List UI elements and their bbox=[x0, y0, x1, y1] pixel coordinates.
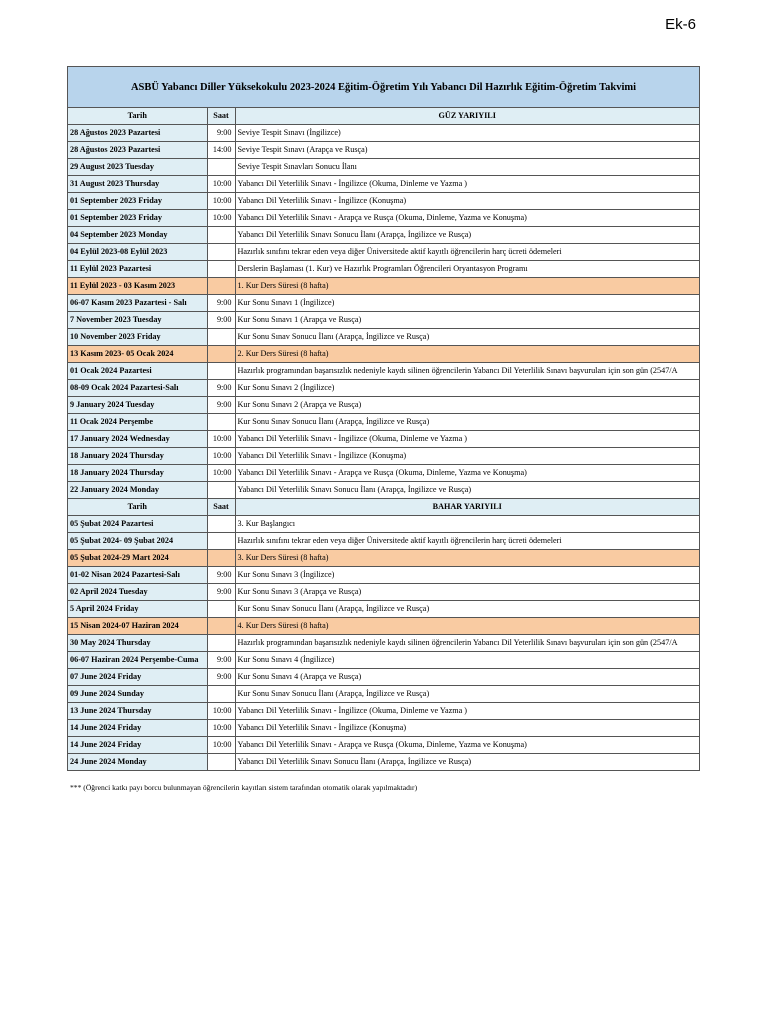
cell-date: 14 June 2024 Friday bbox=[68, 737, 207, 754]
cell-event: Yabancı Dil Yeterlilik Sınavı - İngilizce (Okuma, Dinleme ve Yazma ) bbox=[235, 176, 699, 193]
cell-time: 10:00 bbox=[207, 210, 235, 227]
table-row bbox=[68, 601, 699, 618]
cell-event: Kur Sonu Sınavı 4 (Arapça ve Rusça) bbox=[235, 669, 699, 686]
cell-event: Hazırlık programından başarısızlık nedeniyle kaydı silinen öğrencilerin Yabancı Dil Yeterlilik Sınavı başvuruları için son gün (2547/A bbox=[235, 363, 699, 380]
table-row bbox=[68, 584, 699, 601]
cell-date: 06-07 Kasım 2023 Pazartesi - Salı bbox=[68, 295, 207, 312]
cell-event: Kur Sonu Sınav Sonucu İlanı (Arapça, İngilizce ve Rusça) bbox=[235, 414, 699, 431]
cell-event: Yabancı Dil Yeterlilik Sınavı - İngilizce (Okuma, Dinleme ve Yazma ) bbox=[235, 431, 699, 448]
table-row bbox=[68, 125, 699, 142]
cell-time bbox=[207, 414, 235, 431]
cell-time: 9:00 bbox=[207, 584, 235, 601]
cell-date: 5 April 2024 Friday bbox=[68, 601, 207, 618]
cell-event: Seviye Tespit Sınavları Sonucu İlanı bbox=[235, 159, 699, 176]
cell-event: Kur Sonu Sınav Sonucu İlanı (Arapça, İngilizce ve Rusça) bbox=[235, 329, 699, 346]
cell-date: 13 June 2024 Thursday bbox=[68, 703, 207, 720]
table-row bbox=[68, 737, 699, 754]
cell-time: 9:00 bbox=[207, 295, 235, 312]
section-header-row bbox=[68, 499, 699, 516]
table-row bbox=[68, 176, 699, 193]
cell-date: 04 Eylül 2023-08 Eylül 2023 bbox=[68, 244, 207, 261]
cell-time bbox=[207, 635, 235, 652]
cell-date: 05 Şubat 2024-29 Mart 2024 bbox=[68, 550, 207, 567]
cell-date: 28 Ağustos 2023 Pazartesi bbox=[68, 142, 207, 159]
table-row bbox=[68, 448, 699, 465]
cell-time: 9:00 bbox=[207, 652, 235, 669]
cell-date: 08-09 Ocak 2024 Pazartesi-Salı bbox=[68, 380, 207, 397]
cell-date: 01 September 2023 Friday bbox=[68, 210, 207, 227]
cell-event: Yabancı Dil Yeterlilik Sınavı - İngilizce (Okuma, Dinleme ve Yazma ) bbox=[235, 703, 699, 720]
cell-time: 9:00 bbox=[207, 125, 235, 142]
cell-event: Kur Sonu Sınav Sonucu İlanı (Arapça, İngilizce ve Rusça) bbox=[235, 686, 699, 703]
cell-time: 9:00 bbox=[207, 312, 235, 329]
cell-time: 9:00 bbox=[207, 669, 235, 686]
cell-time bbox=[207, 533, 235, 550]
cell-time: 10:00 bbox=[207, 703, 235, 720]
cell-event: Hazırlık sınıfını tekrar eden veya diğer Üniversitede aktif kayıtlı öğrencilerin harç ücreti ödemeleri bbox=[235, 244, 699, 261]
cell-date: 30 May 2024 Thursday bbox=[68, 635, 207, 652]
cell-time bbox=[207, 244, 235, 261]
table-row bbox=[68, 329, 699, 346]
table-row bbox=[68, 414, 699, 431]
cell-event: Hazırlık sınıfını tekrar eden veya diğer Üniversitede aktif kayıtlı öğrencilerin harç ücreti ödemeleri bbox=[235, 533, 699, 550]
column-header-time: Saat bbox=[207, 499, 235, 516]
cell-event: Yabancı Dil Yeterlilik Sınavı - İngilizce (Konuşma) bbox=[235, 448, 699, 465]
cell-date: 01-02 Nisan 2024 Pazartesi-Salı bbox=[68, 567, 207, 584]
cell-date: 15 Nisan 2024-07 Haziran 2024 bbox=[68, 618, 207, 635]
cell-event: Kur Sonu Sınavı 2 (Arapça ve Rusça) bbox=[235, 397, 699, 414]
table-row bbox=[68, 261, 699, 278]
cell-date: 9 January 2024 Tuesday bbox=[68, 397, 207, 414]
cell-event: Kur Sonu Sınavı 1 (Arapça ve Rusça) bbox=[235, 312, 699, 329]
cell-event: Kur Sonu Sınavı 3 (İngilizce) bbox=[235, 567, 699, 584]
calendar-table bbox=[68, 108, 699, 770]
cell-date: 07 June 2024 Friday bbox=[68, 669, 207, 686]
cell-date: 11 Ocak 2024 Perşembe bbox=[68, 414, 207, 431]
cell-event: Yabancı Dil Yeterlilik Sınavı - Arapça ve Rusça (Okuma, Dinleme, Yazma ve Konuşma) bbox=[235, 737, 699, 754]
cell-time bbox=[207, 754, 235, 771]
cell-date: 18 January 2024 Thursday bbox=[68, 465, 207, 482]
cell-date: 17 January 2024 Wednesday bbox=[68, 431, 207, 448]
cell-time bbox=[207, 227, 235, 244]
table-row bbox=[68, 652, 699, 669]
table-row bbox=[68, 159, 699, 176]
cell-time bbox=[207, 550, 235, 567]
cell-event: 2. Kur Ders Süresi (8 hafta) bbox=[235, 346, 699, 363]
cell-date: 01 September 2023 Friday bbox=[68, 193, 207, 210]
cell-time: 9:00 bbox=[207, 397, 235, 414]
table-row bbox=[68, 210, 699, 227]
table-row bbox=[68, 567, 699, 584]
cell-event: Kur Sonu Sınav Sonucu İlanı (Arapça, İngilizce ve Rusça) bbox=[235, 601, 699, 618]
table-row bbox=[68, 363, 699, 380]
cell-time: 9:00 bbox=[207, 567, 235, 584]
table-row bbox=[68, 142, 699, 159]
cell-event: Seviye Tespit Sınavı (İngilizce) bbox=[235, 125, 699, 142]
table-row bbox=[68, 482, 699, 499]
cell-event: 3. Kur Ders Süresi (8 hafta) bbox=[235, 550, 699, 567]
table-row bbox=[68, 346, 699, 363]
table-row bbox=[68, 312, 699, 329]
table-row bbox=[68, 465, 699, 482]
cell-time bbox=[207, 278, 235, 295]
cell-time bbox=[207, 159, 235, 176]
table-row bbox=[68, 533, 699, 550]
cell-time bbox=[207, 363, 235, 380]
calendar-title: ASBÜ Yabancı Diller Yüksekokulu 2023-2024 Eğitim-Öğretim Yılı Yabancı Dil Hazırlık Eğitim-Öğretim Takvimi bbox=[68, 67, 699, 108]
cell-time: 10:00 bbox=[207, 720, 235, 737]
cell-date: 14 June 2024 Friday bbox=[68, 720, 207, 737]
calendar-body bbox=[68, 108, 699, 770]
cell-date: 05 Şubat 2024- 09 Şubat 2024 bbox=[68, 533, 207, 550]
table-row bbox=[68, 516, 699, 533]
table-row bbox=[68, 669, 699, 686]
cell-date: 05 Şubat 2024 Pazartesi bbox=[68, 516, 207, 533]
cell-event: Yabancı Dil Yeterlilik Sınavı - Arapça ve Rusça (Okuma, Dinleme, Yazma ve Konuşma) bbox=[235, 210, 699, 227]
cell-event: Yabancı Dil Yeterlilik Sınavı Sonucu İlanı (Arapça, İngilizce ve Rusça) bbox=[235, 754, 699, 771]
calendar-sheet bbox=[67, 66, 700, 771]
cell-event: Kur Sonu Sınavı 4 (İngilizce) bbox=[235, 652, 699, 669]
cell-date: 18 January 2024 Thursday bbox=[68, 448, 207, 465]
table-row bbox=[68, 431, 699, 448]
cell-event: 3. Kur Başlangıcı bbox=[235, 516, 699, 533]
cell-time bbox=[207, 346, 235, 363]
cell-date: 28 Ağustos 2023 Pazartesi bbox=[68, 125, 207, 142]
cell-date: 10 November 2023 Friday bbox=[68, 329, 207, 346]
cell-event: 4. Kur Ders Süresi (8 hafta) bbox=[235, 618, 699, 635]
cell-event: Yabancı Dil Yeterlilik Sınavı Sonucu İlanı (Arapça, İngilizce ve Rusça) bbox=[235, 227, 699, 244]
cell-time bbox=[207, 601, 235, 618]
footnote: *** (Öğrenci katkı payı borcu bulunmayan öğrencilerin kayıtları sistem tarafından otomatik olarak yapılmaktadır) bbox=[70, 783, 418, 792]
cell-date: 13 Kasım 2023- 05 Ocak 2024 bbox=[68, 346, 207, 363]
table-row bbox=[68, 754, 699, 771]
table-row bbox=[68, 550, 699, 567]
cell-event: Kur Sonu Sınavı 2 (İngilizce) bbox=[235, 380, 699, 397]
column-header-date: Tarih bbox=[68, 499, 207, 516]
cell-time: 10:00 bbox=[207, 448, 235, 465]
table-row bbox=[68, 227, 699, 244]
cell-time: 10:00 bbox=[207, 431, 235, 448]
section-heading: BAHAR YARIYILI bbox=[235, 499, 699, 516]
table-row bbox=[68, 244, 699, 261]
cell-time: 10:00 bbox=[207, 176, 235, 193]
cell-date: 29 August 2023 Tuesday bbox=[68, 159, 207, 176]
cell-time bbox=[207, 329, 235, 346]
table-row bbox=[68, 720, 699, 737]
cell-time bbox=[207, 516, 235, 533]
cell-date: 11 Eylül 2023 - 03 Kasım 2023 bbox=[68, 278, 207, 295]
table-row bbox=[68, 193, 699, 210]
cell-time bbox=[207, 686, 235, 703]
cell-event: Seviye Tespit Sınavı (Arapça ve Rusça) bbox=[235, 142, 699, 159]
cell-time: 10:00 bbox=[207, 737, 235, 754]
table-row bbox=[68, 635, 699, 652]
cell-time: 10:00 bbox=[207, 193, 235, 210]
cell-event: Kur Sonu Sınavı 1 (İngilizce) bbox=[235, 295, 699, 312]
table-row bbox=[68, 703, 699, 720]
cell-event: Yabancı Dil Yeterlilik Sınavı - Arapça ve Rusça (Okuma, Dinleme, Yazma ve Konuşma) bbox=[235, 465, 699, 482]
table-row bbox=[68, 618, 699, 635]
annex-label: Ek-6 bbox=[665, 16, 696, 33]
column-header-time: Saat bbox=[207, 108, 235, 125]
cell-date: 11 Eylül 2023 Pazartesi bbox=[68, 261, 207, 278]
cell-event: Kur Sonu Sınavı 3 (Arapça ve Rusça) bbox=[235, 584, 699, 601]
section-heading: GÜZ YARIYILI bbox=[235, 108, 699, 125]
cell-date: 24 June 2024 Monday bbox=[68, 754, 207, 771]
cell-time: 10:00 bbox=[207, 465, 235, 482]
cell-time: 9:00 bbox=[207, 380, 235, 397]
cell-time bbox=[207, 482, 235, 499]
cell-event: Yabancı Dil Yeterlilik Sınavı Sonucu İlanı (Arapça, İngilizce ve Rusça) bbox=[235, 482, 699, 499]
cell-time: 14:00 bbox=[207, 142, 235, 159]
cell-event: Hazırlık programından başarısızlık nedeniyle kaydı silinen öğrencilerin Yabancı Dil Yeterlilik Sınavı başvuruları için son gün (2547/A bbox=[235, 635, 699, 652]
cell-date: 06-07 Haziran 2024 Perşembe-Cuma bbox=[68, 652, 207, 669]
cell-time bbox=[207, 618, 235, 635]
table-row bbox=[68, 380, 699, 397]
cell-date: 09 June 2024 Sunday bbox=[68, 686, 207, 703]
table-row bbox=[68, 278, 699, 295]
cell-date: 04 September 2023 Monday bbox=[68, 227, 207, 244]
cell-event: Derslerin Başlaması (1. Kur) ve Hazırlık Programları Öğrencileri Oryantasyon Programı bbox=[235, 261, 699, 278]
cell-date: 01 Ocak 2024 Pazartesi bbox=[68, 363, 207, 380]
cell-event: Yabancı Dil Yeterlilik Sınavı - İngilizce (Konuşma) bbox=[235, 193, 699, 210]
cell-date: 02 April 2024 Tuesday bbox=[68, 584, 207, 601]
cell-event: 1. Kur Ders Süresi (8 hafta) bbox=[235, 278, 699, 295]
column-header-date: Tarih bbox=[68, 108, 207, 125]
cell-date: 22 January 2024 Monday bbox=[68, 482, 207, 499]
cell-event: Yabancı Dil Yeterlilik Sınavı - İngilizce (Konuşma) bbox=[235, 720, 699, 737]
section-header-row bbox=[68, 108, 699, 125]
table-row bbox=[68, 295, 699, 312]
cell-date: 7 November 2023 Tuesday bbox=[68, 312, 207, 329]
cell-date: 31 August 2023 Thursday bbox=[68, 176, 207, 193]
table-row bbox=[68, 686, 699, 703]
cell-time bbox=[207, 261, 235, 278]
table-row bbox=[68, 397, 699, 414]
